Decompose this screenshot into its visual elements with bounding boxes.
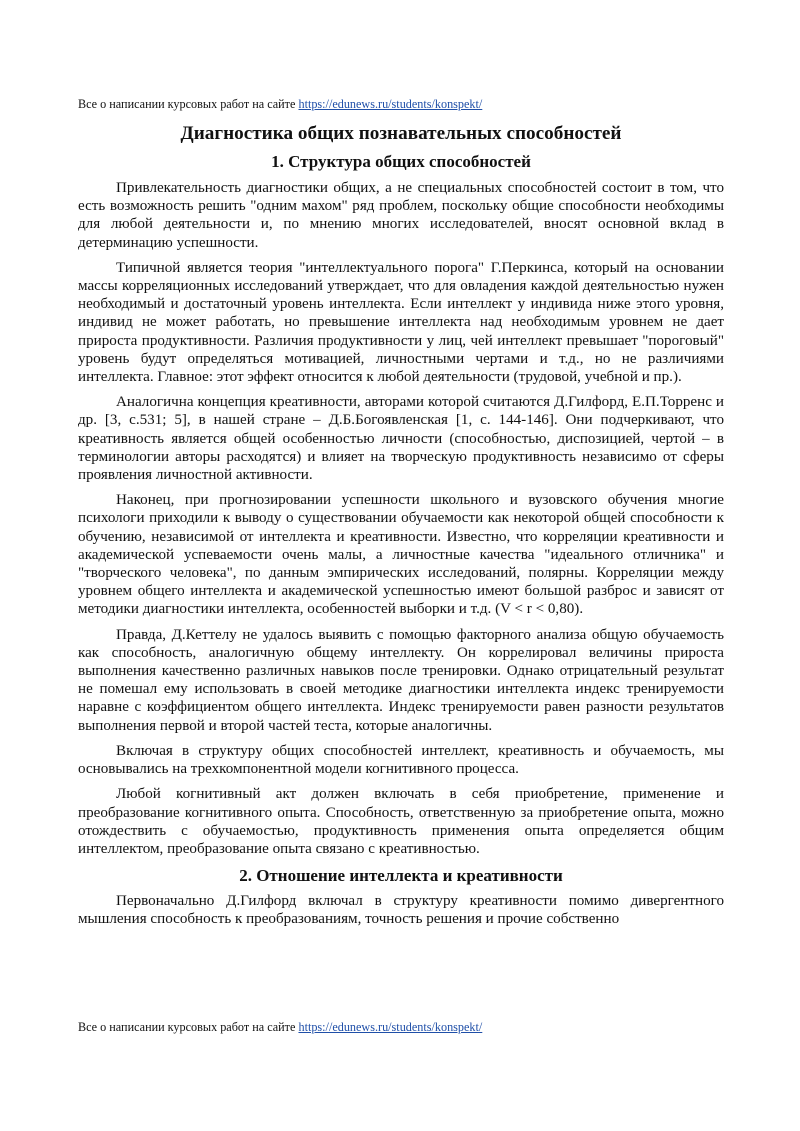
- document-body: [78, 121, 724, 936]
- page-footer: [78, 1020, 728, 1035]
- paragraph: Правда, Д.Кеттелу не удалось выявить с помощью факторного анализа общую обучаемость как способность, аналогичную общему интеллекту. Он коррелировал величины прироста выполнения качественно различных навыков после тренировки. Однако отрицательный результат не помешал ему использовать в своей методике диагностики интеллекта индекс тренируемости наравне с коэффициентом общего интеллекта. Индекс тренируемости равен разности результатов выполнения первой и второй частей теста, которые аналогичны.: [78, 626, 724, 734]
- page-header: [78, 97, 728, 112]
- paragraph: Привлекательность диагностики общих, а не специальных способностей состоит в том, что есть возможность решить "одним махом" ряд проблем, поскольку общие способности необходимы для любой деятельности и, по мнению многих исследователей, вносят основной вклад в детерминацию успешности.: [78, 180, 724, 251]
- paragraph: Аналогична концепция креативности, авторами которой считаются Д.Гилфорд, Е.П.Торренс и др. [3, с.531; 5], в нашей стране – Д.Б.Богоявленская [1, с. 144-146]. Они подчеркивают, что креативность является общей особенностью личности (способностью, диспозицией, чертой – в терминологии авторы расходятся) и влияет на творческую продуктивность независимо от сферы проявления личностной активности.: [78, 394, 724, 484]
- document-title: Диагностика общих познавательных способностей: [180, 123, 622, 144]
- paragraph: Включая в структуру общих способностей интеллект, креативность и обучаемость, мы основывались на трехкомпонентной модели когнитивного процесса.: [78, 742, 724, 778]
- paragraph: Первоначально Д.Гилфорд включал в структуру креативности помимо дивергентного мышления способность к преобразованиям, точность решения и прочие собственно: [78, 893, 724, 928]
- section-2-heading: 2. Отношение интеллекта и креативности: [239, 866, 563, 886]
- paragraph: Наконец, при прогнозировании успешности школьного и вузовского обучения многие психологи приходили к выводу о существовании обучаемости как некоторой общей способности к обучению, независимой от интеллекта и креативности. Известно, что корреляции креативности и академической успеваемости очень малы, а личностные качества "идеального отличника" и "творческого человека", по данным эмпирических исследований, полярны. Корреляции между уровнем общего интеллекта и академической успешностью имеют большой разброс и зависят от методики диагностики интеллекта, особенностей выборки и т.д. (V < r < 0,80).: [78, 492, 724, 618]
- paragraph: Любой когнитивный акт должен включать в себя приобретение, применение и преобразование когнитивного опыта. Способность, ответственную за приобретение опыта, можно отождествить с обучаемостью, продуктивность применения опыта определяется общим интеллектом, преобразование опыта связано с креативностью.: [78, 786, 724, 857]
- header-text: Все о написании курсовых работ на сайте: [78, 97, 299, 111]
- footer-link[interactable]: https://edunews.ru/students/konspekt/: [298, 1020, 483, 1034]
- header-link[interactable]: https://edunews.ru/students/konspekt/: [298, 97, 483, 111]
- footer-text: Все о написании курсовых работ на сайте: [78, 1020, 299, 1034]
- paragraph: Типичной является теория "интеллектуального порога" Г.Перкинса, который на основании массы корреляционных исследований утверждает, что для овладения каждой деятельностью нужен необходимый и достаточный уровень интеллекта. Если интеллект у индивида ниже этого уровня, индивид не может работать, но превышение интеллекта над необходимым уровнем не дает прироста продуктивности. Различия продуктивности у лиц, чей интеллект превышает "пороговый" уровень будут определяться мотивацией, личностными чертами и т.д., но не различиями интеллекта. Главное: этот эффект относится к любой деятельности (трудовой, учебной и пр.).: [78, 259, 724, 386]
- section-1-heading: 1. Структура общих способностей: [271, 152, 531, 171]
